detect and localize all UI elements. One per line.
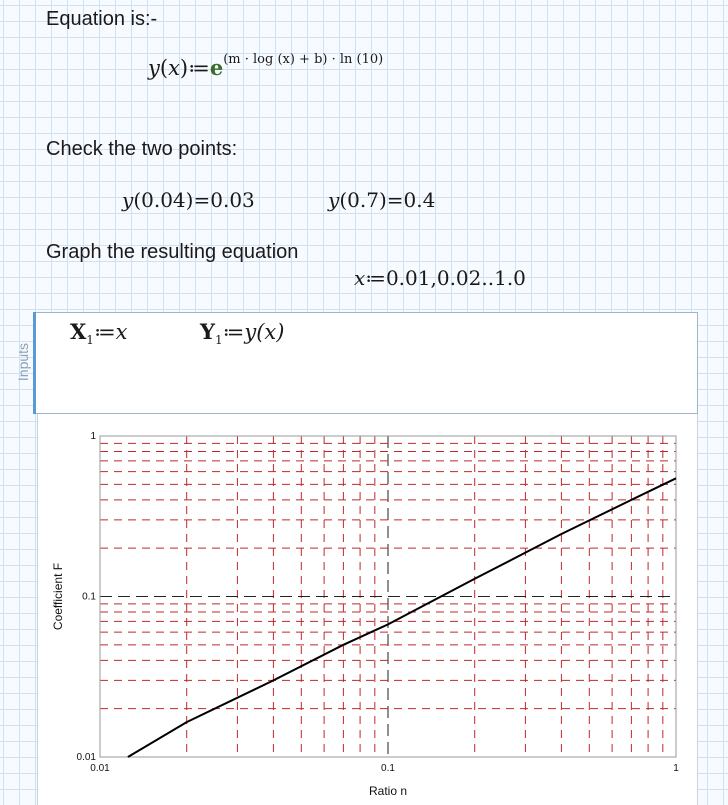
x-tick-label: 0.01 — [90, 763, 110, 774]
paren-open: ( — [159, 56, 169, 80]
check-point-1-arg: 0.04 — [141, 188, 186, 212]
check-point-1-result: 0.03 — [210, 188, 255, 212]
check-point-1-call: y — [122, 188, 134, 212]
x-tick-label: 0.1 — [381, 763, 395, 774]
check-point-2[interactable] — [328, 188, 435, 212]
assign-symbol: ≔ — [188, 56, 210, 80]
check-point-1[interactable] — [122, 188, 255, 212]
equals-sign: = — [193, 188, 211, 212]
equation-exponent: (m · log (x) + b) · ln (10) — [223, 52, 384, 67]
paren-close: ) — [378, 188, 387, 212]
assign-symbol: ≔ — [93, 320, 116, 344]
assign-symbol: ≔ — [365, 266, 386, 290]
inputs-region[interactable] — [33, 312, 698, 414]
range-var: x — [354, 266, 366, 290]
check-point-2-result: 0.4 — [403, 188, 436, 212]
plot-panel[interactable] — [37, 414, 698, 805]
equation-heading: Equation is:- — [46, 8, 158, 30]
x-tick-label: 1 — [673, 763, 679, 774]
x-input-definition[interactable] — [70, 319, 127, 347]
check-heading: Check the two points: — [46, 138, 238, 160]
y-tick-label: 1 — [90, 431, 96, 442]
x-input-name: X — [70, 319, 87, 344]
check-point-2-call: y — [328, 188, 340, 212]
equation-lhs: y — [148, 56, 160, 80]
y-input-definition[interactable] — [200, 319, 284, 347]
x-axis-label: Ratio n — [368, 784, 408, 798]
graph-heading: Graph the resulting equation — [46, 241, 299, 263]
paren-close: ) — [179, 56, 189, 80]
y-axis-label: Coefficient F — [51, 562, 65, 631]
paren-open: ( — [339, 188, 348, 212]
equation-base: e — [209, 55, 224, 80]
paren-open: ( — [133, 188, 142, 212]
equation-definition[interactable] — [148, 52, 384, 80]
y-tick-label: 0.1 — [82, 591, 96, 603]
assign-symbol: ≔ — [222, 320, 245, 344]
x-input-value: x — [115, 320, 128, 344]
y-input-name: Y — [200, 319, 215, 344]
equals-sign: = — [386, 188, 404, 212]
check-point-2-arg: 0.7 — [347, 188, 379, 212]
y-tick-label: 0.01 — [76, 752, 96, 763]
paren-close: ) — [185, 188, 194, 212]
y-input-value: y(x) — [244, 320, 285, 344]
equation-arg: x — [168, 56, 180, 80]
x-input-subscript: 1 — [86, 333, 94, 348]
range-value: 0.01,0.02..1.0 — [385, 266, 526, 290]
y-input-subscript: 1 — [215, 333, 223, 348]
inputs-region-label[interactable]: Inputs — [15, 342, 31, 382]
range-definition[interactable] — [354, 266, 526, 290]
